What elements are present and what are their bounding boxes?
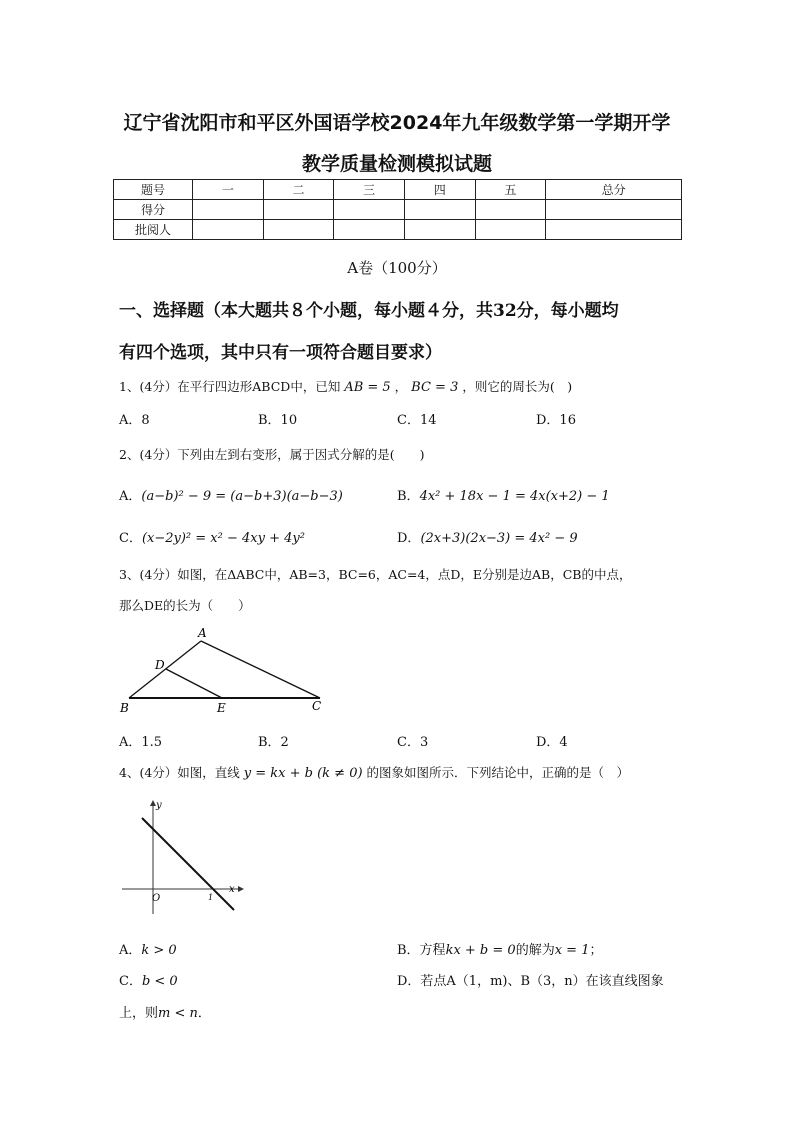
q2-option-d[interactable] (397, 527, 578, 546)
y-axis-label: y (156, 800, 162, 811)
score-cell (263, 220, 334, 240)
q3-option-b[interactable]: B．2 (258, 735, 289, 750)
score-table (113, 179, 682, 240)
score-cell (334, 220, 405, 240)
score-row-label: 得分 (114, 200, 193, 220)
q2-option-b[interactable] (397, 485, 610, 504)
score-header-cell: 三 (334, 180, 405, 200)
q3-option-a[interactable]: A．1.5 (119, 735, 163, 750)
segment-ac (201, 641, 320, 698)
score-cell (263, 200, 334, 220)
q2-option-c-label: C． (119, 531, 142, 546)
doc-title-line2: 教学质量检测模拟试题 (301, 153, 492, 175)
segment-ba (129, 641, 201, 698)
q2-option-a-math: (a−b)² − 9 = (a−b+3)(a−b−3) (141, 489, 343, 504)
question-1-stem (119, 377, 572, 395)
q4-option-a-math: k > 0 (141, 943, 177, 958)
q4-option-b-math2: x = 1 (554, 943, 590, 958)
q4-option-b-end: ； (589, 943, 603, 958)
q3-option-d[interactable]: D．4 (536, 735, 568, 750)
section-heading-line2: 有四个选项，其中只有一项符合题目要求） (119, 343, 442, 363)
q1-math-bc: BC = 3 (411, 380, 459, 395)
q1-option-c[interactable]: C．14 (397, 413, 437, 428)
q4-text-b: 的图象如图所示．下列结论中，正确的是（ ） (366, 765, 630, 780)
q4-option-b[interactable] (397, 939, 602, 958)
q1-math-ab: AB = 5 (344, 380, 391, 395)
score-cell (334, 200, 405, 220)
q1-text-a: 1、(4分）在平行四边形ABCD中，已知 (119, 379, 341, 394)
score-table-row (114, 220, 682, 240)
q2-option-b-label: B． (397, 489, 420, 504)
score-cell (193, 200, 264, 220)
q4-option-d[interactable]: D．若点A（1，m)、B（3，n）在该直线图象 (397, 974, 664, 989)
score-cell (404, 200, 475, 220)
tick-label-one: 1 (208, 893, 214, 902)
q4-option-d-text: 上，则 (119, 1006, 159, 1021)
score-cell (546, 200, 682, 220)
q1-option-b[interactable]: B．10 (258, 413, 298, 428)
score-cell (475, 200, 546, 220)
triangle-figure (114, 624, 329, 716)
x-axis-arrow (238, 886, 244, 892)
label-a: A (198, 626, 207, 640)
q4-option-d-continued (119, 1002, 211, 1021)
score-header-cell: 四 (404, 180, 475, 200)
score-header-cell: 一 (193, 180, 264, 200)
q2-option-a[interactable] (119, 485, 343, 504)
q4-option-a[interactable] (119, 939, 177, 958)
q4-option-c-label: C． (119, 974, 142, 989)
label-b: B (120, 701, 129, 715)
q4-option-d-end: ． (197, 1006, 211, 1021)
segment-de (166, 669, 222, 698)
q2-option-d-math: (2x+3)(2x−3) = 4x² − 9 (420, 531, 578, 546)
q1-sep: ， (394, 379, 408, 394)
q1-option-a[interactable]: A．8 (119, 413, 150, 428)
score-cell (193, 220, 264, 240)
doc-title-line1: 辽宁省沈阳市和平区外国语学校2024年九年级数学第一学期开学 (123, 112, 671, 134)
question-2-stem: 2、(4分）下列由左到右变形，属于因式分解的是( ) (119, 447, 425, 462)
line-graph-figure (118, 798, 248, 916)
score-table-header-row (114, 180, 682, 200)
q3-option-c[interactable]: C．3 (397, 735, 429, 750)
question-4-stem (119, 763, 629, 781)
q4-option-b-label: B．方程 (397, 943, 446, 958)
volume-heading: A卷（100分） (347, 259, 447, 277)
score-cell (475, 220, 546, 240)
score-row-label: 批阅人 (114, 220, 193, 240)
q2-option-d-label: D． (397, 531, 421, 546)
score-header-cell: 总分 (546, 180, 682, 200)
score-table-row (114, 200, 682, 220)
question-3-stem-line2: 那么DE的长为（ ） (119, 598, 251, 613)
q2-option-b-math: 4x² + 18x − 1 = 4x(x+2) − 1 (419, 489, 610, 504)
origin-label: O (152, 893, 161, 904)
x-axis-label: x (229, 884, 235, 895)
q4-option-b-mid: 的解为 (515, 943, 555, 958)
q2-option-c[interactable] (119, 527, 305, 546)
q4-option-c-math: b < 0 (141, 974, 178, 989)
q4-option-b-math: kx + b = 0 (445, 943, 516, 958)
q4-text-a: 4、(4分）如图，直线 (119, 765, 240, 780)
score-cell (546, 220, 682, 240)
label-e: E (217, 701, 226, 715)
q1-option-d[interactable]: D．16 (536, 413, 576, 428)
score-cell (404, 220, 475, 240)
q4-option-a-label: A． (119, 943, 142, 958)
label-d: D (155, 658, 165, 672)
score-header-cell: 题号 (114, 180, 193, 200)
score-header-cell: 五 (475, 180, 546, 200)
q4-option-d-math: m < n (158, 1006, 198, 1021)
q4-math-line: y = kx + b (k ≠ 0) (243, 766, 363, 781)
question-3-stem-line1: 3、(4分）如图，在ΔABC中，AB=3，BC=6，AC=4，点D，E分别是边AB，CB的中点， (119, 567, 632, 582)
q2-option-a-label: A． (119, 489, 142, 504)
q1-text-b: ，则它的周长为( ) (462, 379, 573, 394)
q4-option-c[interactable] (119, 970, 178, 989)
section-heading-line1: 一、选择题（本大题共８个小题，每小题４分，共32分，每小题均 (119, 301, 619, 321)
label-c: C (312, 699, 322, 713)
score-header-cell: 二 (263, 180, 334, 200)
q2-option-c-math: (x−2y)² = x² − 4xy + 4y² (141, 531, 305, 546)
